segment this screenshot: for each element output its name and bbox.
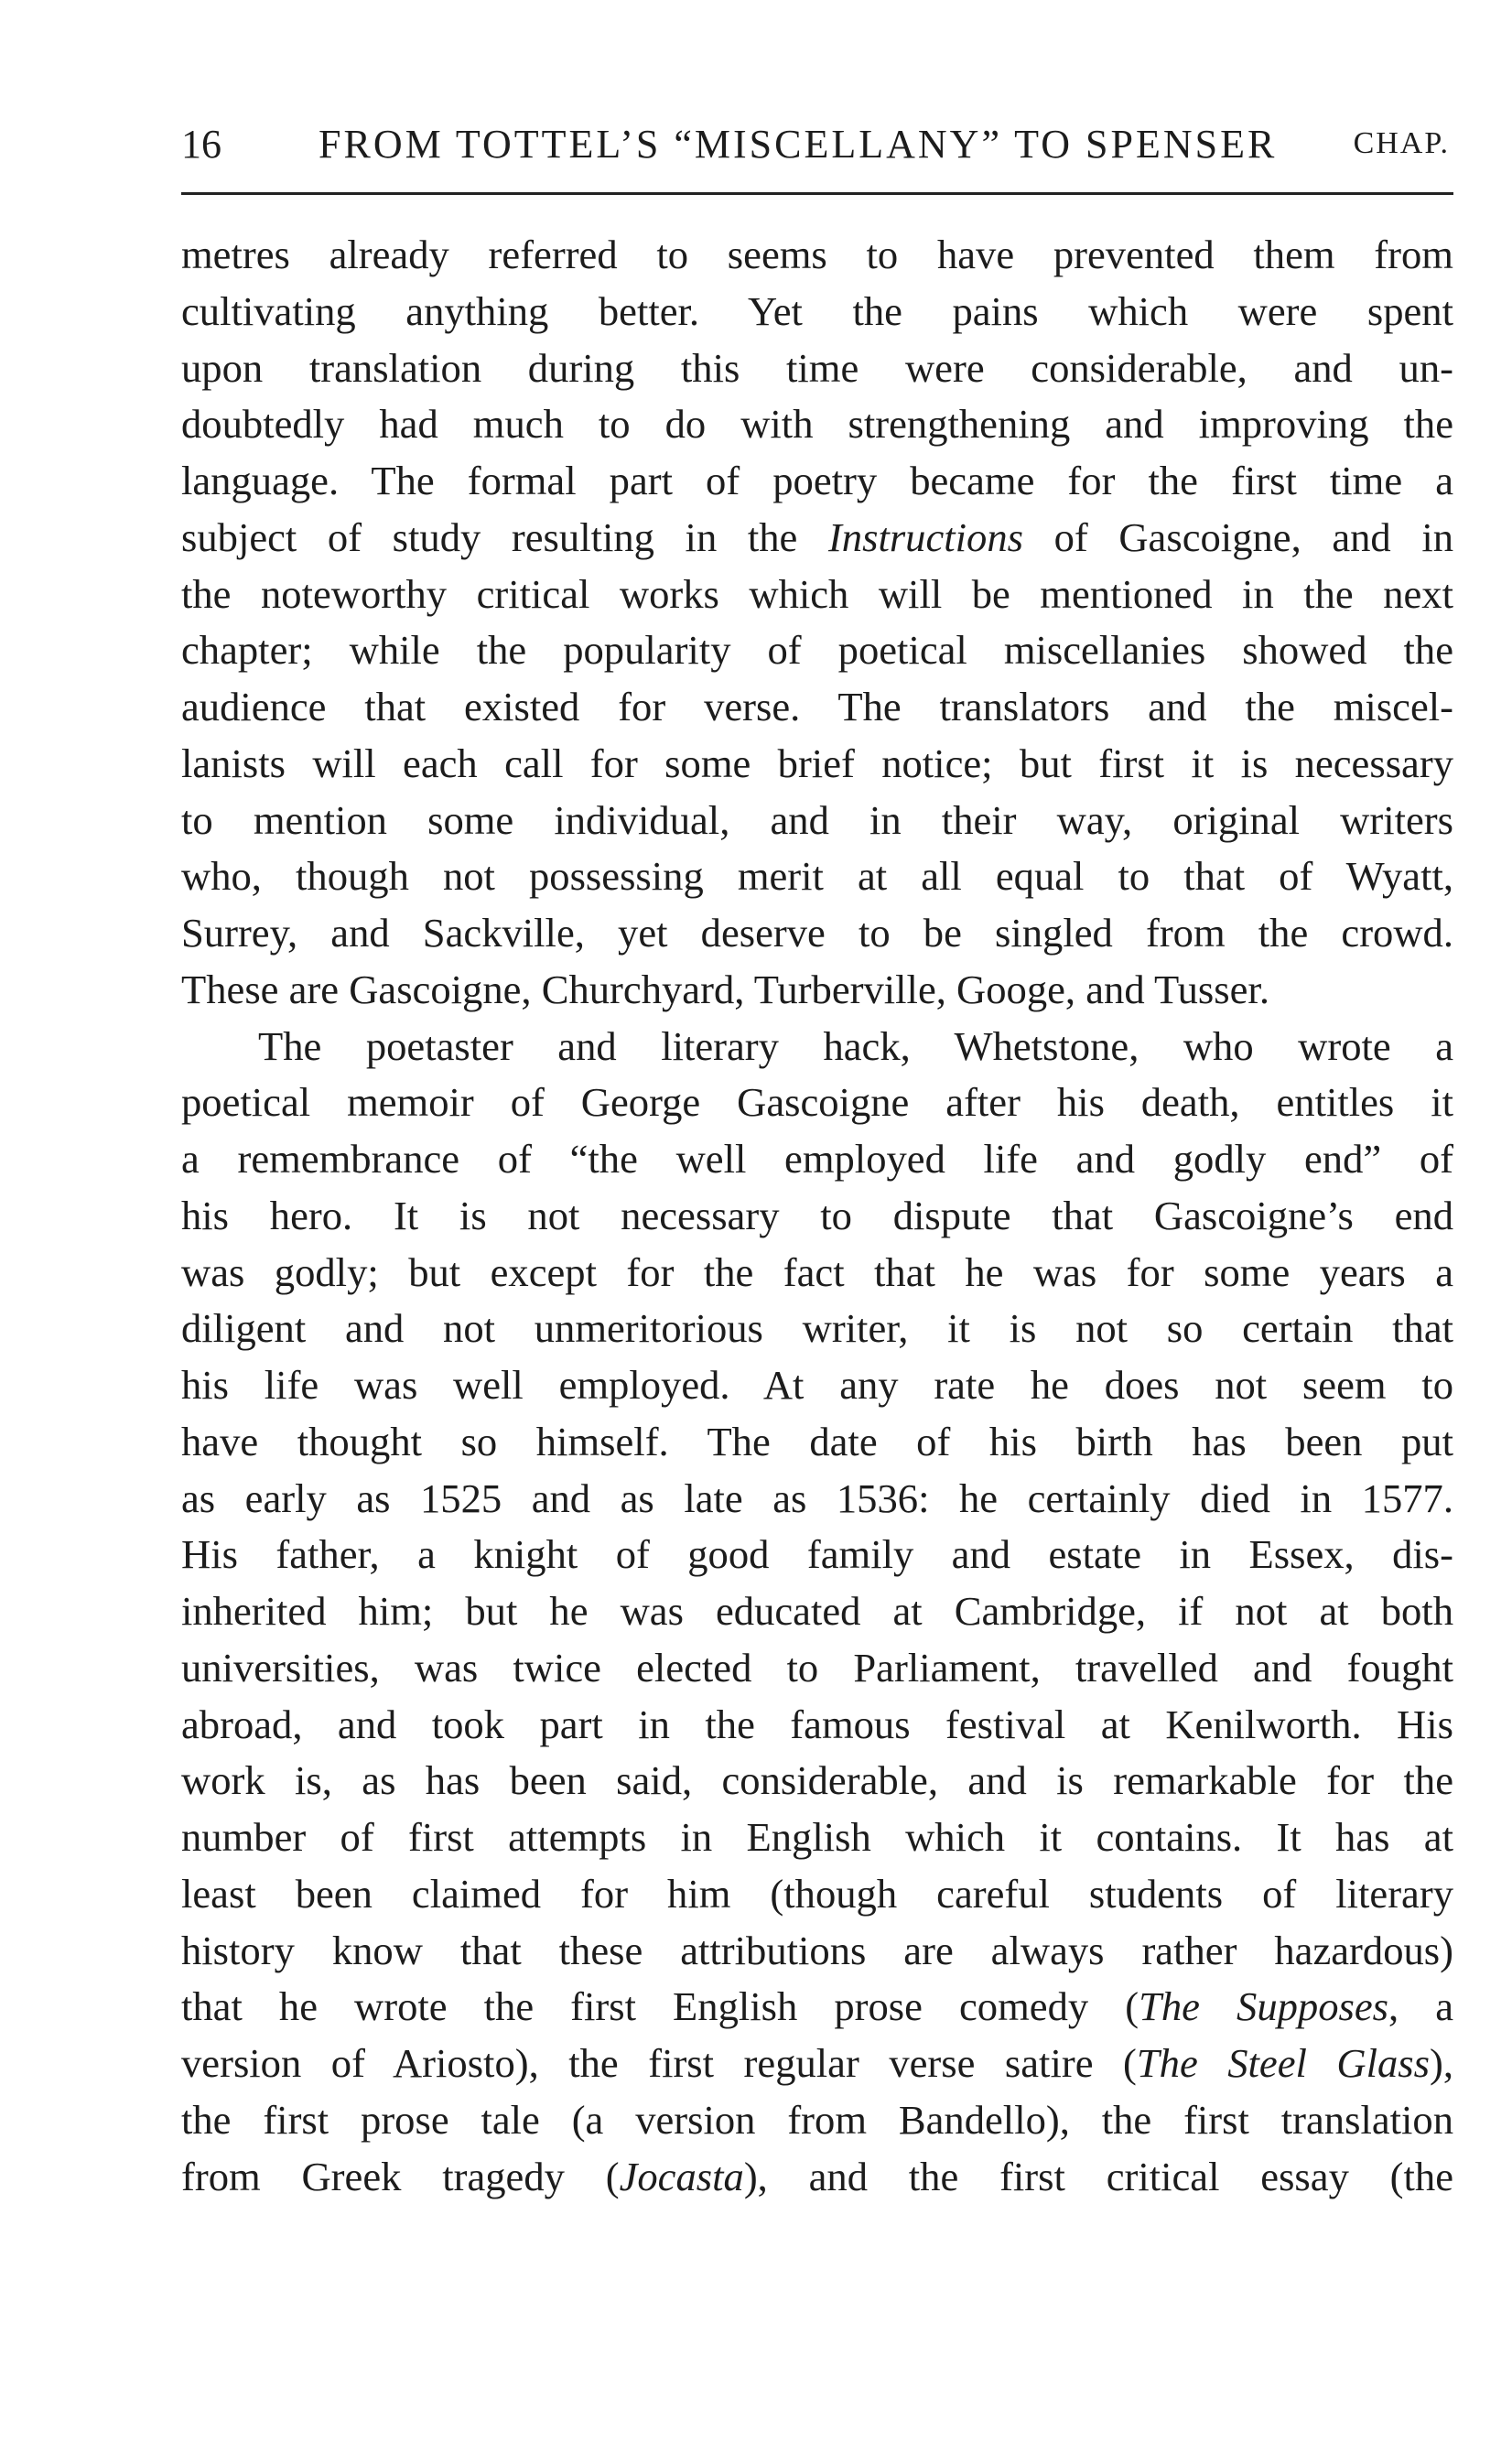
text-line: least been claimed for him (though careful students of literary	[181, 1870, 1453, 1917]
running-title: FROM TOTTEL’S “MISCELLANY” TO SPENSER	[319, 122, 1278, 167]
italic-title: The Supposes	[1139, 1983, 1389, 2030]
italic-title: The Steel Glass	[1136, 2040, 1430, 2086]
text-line	[181, 1979, 1453, 2036]
text-line: who, though not possessing merit at all equal to that of Wyatt,	[181, 853, 1453, 900]
italic-title: Instructions	[827, 513, 1023, 560]
text-line: His father, a knight of good family and estate in Essex, dis-	[181, 1531, 1453, 1578]
text-line: to mention some individual, and in their way, original writers	[181, 796, 1453, 843]
text-line: language. The formal part of poetry became for the first time a	[181, 458, 1453, 503]
text-line: The poetaster and literary hack, Whetstone, who wrote a	[258, 1022, 1453, 1069]
text-line: work is, as has been said, considerable, and is remarkable for the	[181, 1757, 1453, 1804]
text-fragment: subject of study resulting in the	[181, 513, 798, 560]
text-line: These are Gascoigne, Churchyard, Turberville, Googe, and Tusser.	[181, 966, 1269, 1012]
text-line	[181, 2036, 1453, 2092]
header-rule	[181, 192, 1453, 195]
text-line: was godly; but except for the fact that he was for some years a	[181, 1248, 1453, 1295]
text-line: metres already referred to seems to have prevented them from	[181, 232, 1453, 277]
text-line: his hero. It is not necessary to dispute that Gascoigne’s end	[181, 1192, 1453, 1238]
text-line: poetical memoir of George Gascoigne after his death, entitles it	[181, 1079, 1453, 1126]
text-fragment: ),	[1430, 2040, 1453, 2086]
text-line: as early as 1525 and as late as 1536: he certainly died in 1577.	[181, 1475, 1453, 1521]
text-line: lanists will each call for some brief notice; but first it is necessary	[181, 740, 1453, 786]
text-fragment: ), and the first critical essay (the	[743, 2153, 1453, 2199]
text-line	[181, 2149, 1453, 2206]
text-line: a remembrance of “the well employed life and godly end” of	[181, 1136, 1453, 1182]
text-fragment: of Gascoigne, and in	[1053, 513, 1453, 560]
text-line: abroad, and took part in the famous festival at Kenilworth. His	[181, 1701, 1453, 1747]
text-line: doubtedly had much to do with strengthening and improving the	[181, 401, 1453, 448]
page-number: 16	[181, 122, 221, 167]
text-line: his life was well employed. At any rate he does not seem to	[181, 1362, 1453, 1408]
text-line: cultivating anything better. Yet the pains which were spent	[181, 287, 1453, 334]
text-line: number of first attempts in English which it contains. It has at	[181, 1814, 1453, 1860]
text-line: history know that these attributions are always rather hazardous)	[181, 1927, 1453, 1973]
text-line: diligent and not unmeritorious writer, it is not so certain that	[181, 1305, 1453, 1352]
text-line	[181, 510, 1453, 567]
text-fragment: that he wrote the first English prose comedy (	[181, 1983, 1139, 2030]
chapter-label: CHAP.	[1353, 126, 1450, 160]
text-line: audience that existed for verse. The translators and the miscel-	[181, 684, 1453, 729]
text-fragment: version of Ariosto), the first regular verse satire (	[181, 2040, 1137, 2086]
text-fragment: , a	[1388, 1983, 1454, 2030]
text-line: inherited him; but he was educated at Cambridge, if not at both	[181, 1588, 1453, 1634]
body-text	[181, 227, 1453, 2205]
italic-title: Jocasta	[619, 2153, 744, 2199]
page-header	[181, 121, 1450, 178]
text-line: chapter; while the popularity of poetical miscellanies showed the	[181, 627, 1453, 674]
text-line: upon translation during this time were considerable, and un-	[181, 344, 1453, 391]
text-line: universities, was twice elected to Parliament, travelled and fought	[181, 1644, 1453, 1691]
text-line: the first prose tale (a version from Bandello), the first translation	[181, 2096, 1453, 2143]
text-line: the noteworthy critical works which will be mentioned in the next	[181, 570, 1453, 617]
text-fragment: from Greek tragedy (	[181, 2153, 620, 2199]
text-line: Surrey, and Sackville, yet deserve to be singled from the crowd.	[181, 910, 1453, 956]
text-line: have thought so himself. The date of his birth has been put	[181, 1418, 1453, 1464]
